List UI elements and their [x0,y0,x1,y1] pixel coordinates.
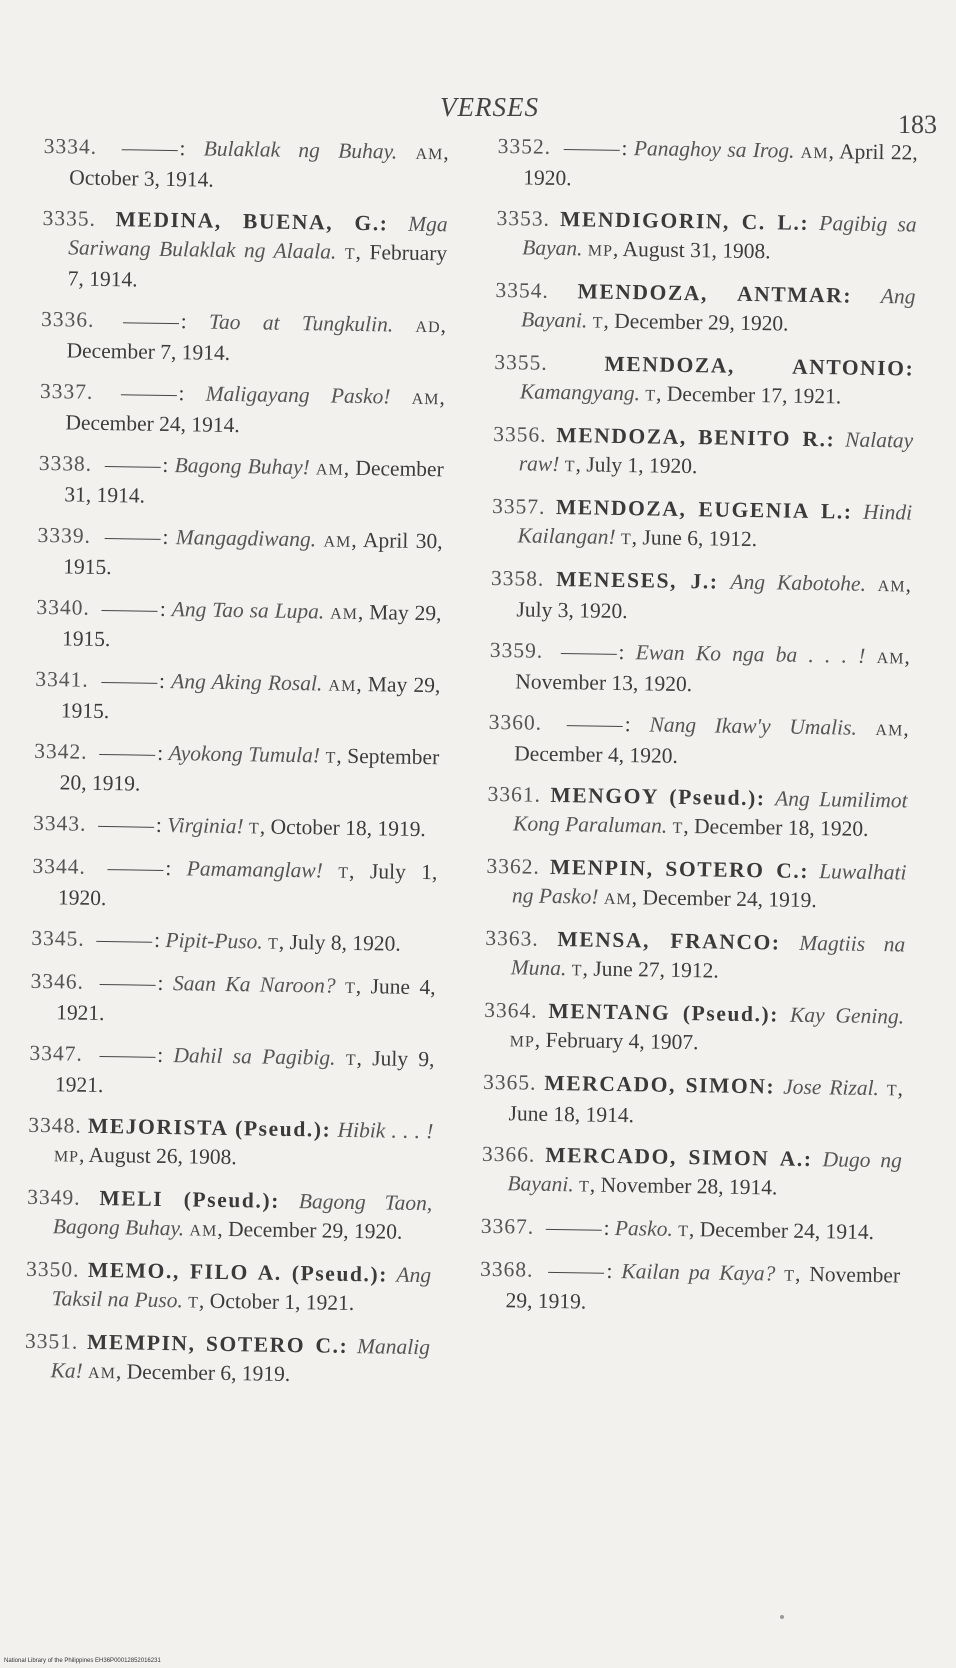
entry-publication: T [344,245,356,263]
entry-date: June 6, 1912. [642,525,758,552]
bibliography-entry: 3357. MENDOZA, EUGENIA L.: Hindi Kailangan! T, June 6, 1912. [491,493,913,552]
same-author-dash [563,149,619,151]
entry-title: Ang Kabotohe. [730,569,867,596]
entry-number: 3349. [27,1184,81,1210]
entry-number: 3345. [31,925,85,951]
bibliography-entry: 3339. : Mangagdiwang. AM, April 30, 1915. [37,522,443,580]
same-author-dash [99,984,155,986]
entry-date: December 24, 1919. [642,885,817,913]
entry-number: 3358. [490,565,545,591]
entry-publication: T [645,387,657,405]
entry-publication: T [325,749,337,767]
bibliography-entry: 3356. MENDOZA, BENITO R.: Nalatay raw! T, July 1, 1920. [493,421,914,479]
same-author-dash [107,869,163,871]
entry-number: 3337. [39,378,94,404]
entry-number: 3352. [497,133,552,159]
entry-date: November 28, 1914. [600,1172,778,1200]
entry-author: MEJORISTA (Pseud.): [87,1113,332,1142]
entry-publication: T [886,1082,898,1100]
entry-title: Ang Bayani. [520,284,916,333]
entry-title: Ayokong Tumula! [168,741,321,768]
entry-title: Pagibig sa Bayan. [522,211,917,261]
same-author-dash [120,394,176,396]
entry-number: 3360. [488,709,543,735]
entry-title: Tao at Tungkulin. [208,309,394,337]
entry-number: 3368. [479,1256,534,1282]
entry-date: December 29, 1920. [227,1217,403,1244]
same-author-dash [101,682,157,684]
entry-number: 3341. [35,666,89,692]
entry-publication: AM [800,144,829,163]
bibliography-entry: 3349. MELI (Pseud.): Bagong Taon, Bagong Buhay. AM, December 29, 1920. [27,1184,433,1244]
entry-title: Nalatay raw! [518,427,914,477]
same-author-dash [123,322,179,324]
entry-title: Manalig Ka! [50,1334,431,1383]
entry-publication: T [188,1294,200,1312]
entry-author: MENGOY (Pseud.): [550,782,766,811]
bibliography-entry: 3352. : Panaghoy sa Irog. AM, April 22, 1920. [497,133,918,191]
same-author-dash [104,538,160,540]
bibliography-entry: 3364. MENTANG (Pseud.): Kay Gening. MP, February 4, 1907. [484,997,905,1055]
entry-publication: T [344,979,356,998]
entry-title: Ang Lumilimot Kong Paraluman. [512,786,908,838]
bibliography-entry: 3342. : Ayokong Tumula! T, September 20, 1919. [34,738,440,796]
entry-number: 3343. [32,810,87,836]
bibliography-entry: 3361. MENGOY (Pseud.): Ang Lumilimot Kong Paraluman. T, December 18, 1920. [487,781,908,841]
entry-number: 3359. [489,637,544,663]
entry-author: MENDOZA, ANTMAR: [577,279,853,308]
entry-date: November 13, 1920. [515,669,693,697]
bibliography-entry: 3367. : Pasko. T, December 24, 1914. [480,1213,875,1245]
entry-title: Nang Ikaw'y Umalis. [649,712,858,740]
entry-publication: T [620,530,632,549]
entry-title: Dahil sa Pagibig. [173,1043,336,1070]
entry-publication: T [338,864,350,882]
same-author-dash [102,610,158,612]
entry-publication: T [578,1178,591,1196]
entry-number: 3335. [42,205,97,231]
entry-title: Bulaklak ng Buhay. [203,136,398,164]
entry-number: 3334. [43,133,98,159]
right-column [479,132,918,1333]
bibliography-entry: 3347. : Dahil sa Pagibig. T, July 9, 1921. [29,1040,435,1098]
same-author-dash [121,149,177,151]
same-author-dash [567,725,623,727]
entry-number: 3350. [25,1256,80,1282]
bibliography-entry: 3344. : Pamamanglaw! T, July 1, 1920. [32,853,438,911]
same-author-dash [96,940,152,942]
same-author-dash [548,1271,604,1273]
entry-number: 3338. [38,450,93,476]
entry-number: 3365. [482,1069,537,1095]
bibliography-entry: 3355. MENDOZA, ANTONIO: Kamangyang. T, December 17, 1921. [494,349,915,409]
page-header: VERSES [440,92,539,122]
entry-title: Magtiis na Muna. [510,930,906,981]
entry-number: 3342. [34,738,88,764]
entry-author: MENESES, J.: [556,566,719,594]
entry-date: May 29, 1915. [60,672,441,724]
entry-number: 3357. [491,493,546,519]
entry-title: Mangagdiwang. [175,525,317,552]
entry-date: September 20, 1919. [59,743,440,796]
entry-title: Hibik . . . ! [337,1117,434,1144]
entry-date: July 3, 1920. [516,597,628,624]
bibliography-entry: 3338. : Bagong Buhay! AM, December 31, 1914. [38,450,444,508]
entry-number: 3354. [495,277,550,303]
bibliography-entry: 3343. : Virginia! T, October 18, 1919. [32,810,426,842]
entry-author: MEMO., FILO A. (Pseud.): [87,1257,389,1287]
entry-date: February 7, 1914. [67,240,448,292]
entry-number: 3355. [494,349,548,375]
entry-number: 3346. [30,968,85,994]
same-author-dash [104,466,160,468]
entry-title: Pamamanglaw! [186,856,324,883]
entry-author: MENPIN, SOTERO C.: [549,854,810,883]
same-author-dash [98,825,154,827]
entry-title: Kay Gening. [789,1002,905,1029]
entry-title: Mga Sariwang Bulaklak ng Alaala. [68,211,448,264]
entry-title: Pipit-Puso. [165,928,263,954]
entry-title: Virginia! [167,813,244,839]
entry-date: July 1, 1920. [586,452,698,479]
entry-publication: T [248,820,260,838]
entry-number: 3364. [484,997,538,1023]
entry-publication: AM [323,533,352,551]
entry-date: May 29, 1915. [61,600,442,652]
same-author-dash [99,1056,155,1058]
entry-author: MENDOZA, BENITO R.: [556,422,836,452]
entry-title: Ang Tao sa Lupa. [171,597,325,624]
bibliography-entry: 3346. : Saan Ka Naroon? T, June 4, 1921. [30,968,436,1026]
entry-title: Ewan Ko nga ba . . . ! [635,640,866,668]
entry-date: June 27, 1912. [593,956,719,983]
bibliography-entry: 3336. : Tao at Tungkulin. AD, December 7, 1914. [40,306,447,365]
entry-date: June 4, 1921. [55,974,436,1026]
entry-number: 3362. [486,853,541,879]
entry-publication: MP [53,1148,80,1166]
bibliography-entry: 3368. : Kailan pa Kaya? T, November 29, 1919. [479,1256,901,1314]
entry-publication: AM [315,461,344,479]
entry-publication: T [592,314,604,332]
entry-author: MENDOZA, ANTONIO: [604,351,915,381]
entry-date: June 18, 1914. [508,1101,635,1128]
entry-title: Maligayang Pasko! [205,381,391,409]
entry-number: 3356. [493,421,547,447]
entry-date: October 3, 1914. [69,165,214,192]
entry-publication: T [784,1267,796,1285]
entry-date: April 30, 1915. [62,528,443,580]
entry-date: December 17, 1921. [666,381,842,409]
bibliography-entry: 3340. : Ang Tao sa Lupa. AM, May 29, 1915. [36,594,442,652]
left-column [24,132,449,1405]
entry-publication: T [571,962,583,980]
entry-number: 3361. [487,781,542,807]
bibliography-entry: 3359. : Ewan Ko nga ba . . . ! AM, November 13, 1920. [489,637,911,697]
entry-author: MERCADO, SIMON A.: [545,1142,813,1172]
entry-publication: MP [509,1033,535,1051]
entry-publication: AM [411,390,440,409]
bibliography-entry: 3360. : Nang Ikaw'y Umalis. AM, December 4, 1920. [488,709,909,768]
entry-publication: AM [330,605,359,623]
entry-number: 3351. [24,1328,79,1354]
entry-publication: T [345,1051,357,1070]
bibliography-entry: 3348. MEJORISTA (Pseud.): Hibik . . . ! MP, August 26, 1908. [28,1112,434,1170]
entry-date: November 29, 1919. [505,1262,901,1314]
bibliography-entry: 3362. MENPIN, SOTERO C.: Luwalhati ng Pasko! AM, December 24, 1919. [486,853,907,913]
entry-publication: T [267,935,280,953]
entry-author: MERCADO, SIMON: [544,1070,776,1099]
entry-title: Dugo ng Bayani. [507,1147,903,1197]
entry-title: Saan Ka Naroon? [172,971,336,998]
entry-date: July 1, 1920. [57,859,438,911]
entry-title: Kamangyang. [519,379,641,406]
entry-publication: AM [328,677,357,695]
entry-title: Ang Taksil na Puso. [51,1262,432,1313]
entry-author: MELI (Pseud.): [99,1186,281,1213]
entry-author: MENDOZA, EUGENIA L.: [555,494,853,524]
bibliography-entry: 3358. MENESES, J.: Ang Kabotohe. AM, July 3, 1920. [490,565,912,624]
entry-title: Bagong Taon, Bagong Buhay. [52,1189,433,1241]
bibliography-entry: 3350. MEMO., FILO A. (Pseud.): Ang Taksil na Puso. T, October 1, 1921. [25,1256,432,1316]
bibliography-entry: 3334. : Bulaklak ng Buhay. AM, October 3, 1914. [43,133,449,192]
bibliography-entry: 3365. MERCADO, SIMON: Jose Rizal. T, June 18, 1914. [482,1069,904,1128]
entry-author: MENTANG (Pseud.): [548,998,780,1027]
entry-publication: AM [875,722,904,740]
entry-publication: T [672,819,684,837]
entry-publication: T [564,458,576,476]
entry-date: December 31, 1914. [64,455,444,508]
same-author-dash [99,754,155,756]
entry-number: 3336. [40,306,95,332]
entry-title: Pasko. [614,1215,674,1241]
page-number: 183 [898,110,937,139]
entry-publication: AM [87,1364,117,1383]
entry-number: 3344. [32,853,87,879]
bibliography-entry: 3366. MERCADO, SIMON A.: Dugo ng Bayani. T, November 28, 1914. [481,1141,903,1200]
entry-date: December 4, 1920. [514,741,679,768]
entry-date: February 4, 1907. [545,1027,699,1055]
entry-date: August 31, 1908. [622,236,771,264]
entry-publication: AM [877,578,906,596]
entry-author: MEDINA, BUENA, G.: [115,207,389,236]
entry-date: July 9, 1921. [54,1046,435,1098]
entry-author: MENDIGORIN, C. L.: [559,206,810,235]
entry-number: 3347. [29,1040,84,1066]
entry-number: 3340. [36,594,91,620]
paper-speck [780,1615,784,1619]
entry-publication: AD [415,318,441,337]
entry-date: December 6, 1919. [126,1359,291,1387]
entry-number: 3348. [28,1112,82,1138]
bibliography-entry: 3341. : Ang Aking Rosal. AM, May 29, 1915. [35,666,441,724]
entry-date: December 29, 1920. [614,308,789,336]
entry-date: December 24, 1914. [65,410,240,438]
entry-author: MENSA, FRANCO: [557,927,781,955]
entry-publication: AM [415,145,444,164]
entry-title: Kailan pa Kaya? [621,1259,776,1286]
bibliography-entry: 3335. MEDINA, BUENA, G.: Mga Sariwang Bulaklak ng Alaala. T, February 7, 1914. [42,205,448,292]
same-author-dash [546,1228,602,1230]
entry-publication: AM [189,1222,218,1240]
entry-date: April 22, 1920. [523,139,918,191]
entry-number: 3363. [485,925,539,951]
bibliography-entry: 3363. MENSA, FRANCO: Magtiis na Muna. T, June 27, 1912. [485,925,906,983]
entry-number: 3353. [496,205,551,231]
entry-date: October 1, 1921. [209,1288,355,1316]
entry-date: August 26, 1908. [88,1142,237,1170]
entry-publication: T [678,1222,690,1241]
entry-date: July 8, 1920. [289,929,401,956]
entry-number: 3339. [37,522,92,548]
entry-date: December 24, 1914. [699,1217,875,1245]
footer-credit: National Library of the Philippines EH36P00012852016231 [4,1658,161,1664]
entry-number: 3366. [481,1141,536,1167]
entry-date: December 18, 1920. [693,814,869,841]
entry-title: Bagong Buhay! [174,453,310,480]
entry-publication: MP [587,242,614,260]
bibliography-entry: 3351. MEMPIN, SOTERO C.: Manalig Ka! AM, December 6, 1919. [24,1328,431,1387]
entry-date: October 18, 1919. [270,814,426,842]
entry-title: Jose Rizal. [782,1074,880,1101]
entry-publication: AM [876,650,905,668]
entry-title: Panaghoy sa Irog. [633,136,795,163]
entry-title: Hindi Kailangan! [517,499,913,549]
bibliography-entry: 3354. MENDOZA, ANTMAR: Ang Bayani. T, December 29, 1920. [495,277,916,336]
entry-date: December 7, 1914. [66,338,231,365]
bibliography-entry: 3345. : Pipit-Puso. T, July 8, 1920. [31,925,401,956]
bibliography-entry: 3353. MENDIGORIN, C. L.: Pagibig sa Bayan. MP, August 31, 1908. [496,205,917,264]
same-author-dash [560,653,616,655]
entry-publication: AM [603,890,632,909]
entry-title: Ang Aking Rosal. [170,669,323,696]
entry-number: 3367. [480,1213,535,1239]
entry-author: MEMPIN, SOTERO C.: [86,1329,349,1358]
bibliography-entry: 3337. : Maligayang Pasko! AM, December 24, 1914. [39,378,446,438]
entry-title: Luwalhati ng Pasko! [511,859,907,909]
